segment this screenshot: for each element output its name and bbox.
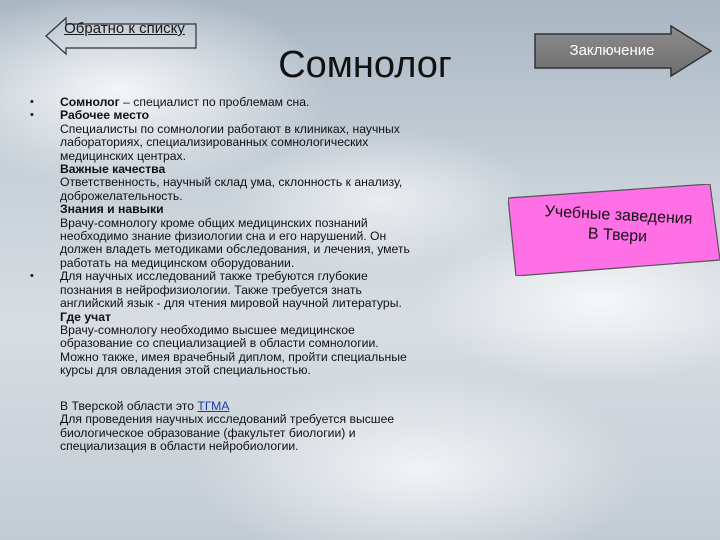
text-line: доброжелательность. [60,188,183,203]
tgma-link[interactable]: ТГМА [197,399,230,413]
text-line: Специалисты по сомнологии работают в клиниках, научных [60,121,400,136]
conclusion-label[interactable]: Заключение [569,42,655,59]
page-title: Сомнолог [278,44,452,86]
text-line: лабораториях, специализированных сомнологических [60,135,369,150]
text-line: В Тверской области это ТГМА [60,399,230,413]
text-line: Сомнолог – специалист по проблемам сна. [60,95,310,109]
list-item [30,109,450,270]
text-line: необходимо знание физиологии сна и его нарушений. Он [60,229,387,244]
back-to-list-link[interactable]: Обратно к списку [64,20,185,37]
section-heading: Рабочее место [60,108,150,123]
text-line: образование со специализацией в области сомнологии. [60,336,379,351]
text-line: биологическое образование (факультет биологии) и [60,425,356,440]
section-heading: Важные качества [60,162,166,177]
text-line: Врачу-сомнологу кроме общих медицинских познаний [60,215,368,230]
bullet-list [30,96,450,378]
text-line: Можно также, имея врачебный диплом, пройти специальные [60,349,407,364]
bullet-marker: • [30,109,34,122]
text-line: познания в нейрофизиологии. Также требуется знать [60,282,362,297]
section-heading: Где учат [60,309,111,324]
list-item [30,96,450,109]
text-line: курсы для овладения этой специальностью. [60,363,311,378]
bullet-marker: • [30,96,34,108]
text-line: Для проведения научных исследований требуется высшее [60,412,395,427]
callout-line-1: Учебные заведения [544,203,693,228]
text-line: Врачу-сомнологу необходимо высшее медицинское [60,322,355,337]
text-line: Ответственность, научный склад ума, склонность к анализу, [60,175,403,190]
list-item [30,270,450,377]
text-line: специализация в области нейробиологии. [60,439,299,454]
text-line: работать на медицинском оборудовании. [60,255,295,270]
text-line: медицинских центрах. [60,148,187,163]
text-line: Для научных исследований также требуются глубокие [60,269,368,284]
footer-paragraph [60,400,470,454]
text-line: должен владеть методиками обследования, и лечения, уметь [60,242,410,257]
section-heading: Знания и навыки [60,202,164,217]
text-line: английский язык - для чтения мировой научной литературы. [60,296,402,311]
callout-line-2: В Твери [587,225,648,246]
bullet-marker: • [30,270,34,283]
